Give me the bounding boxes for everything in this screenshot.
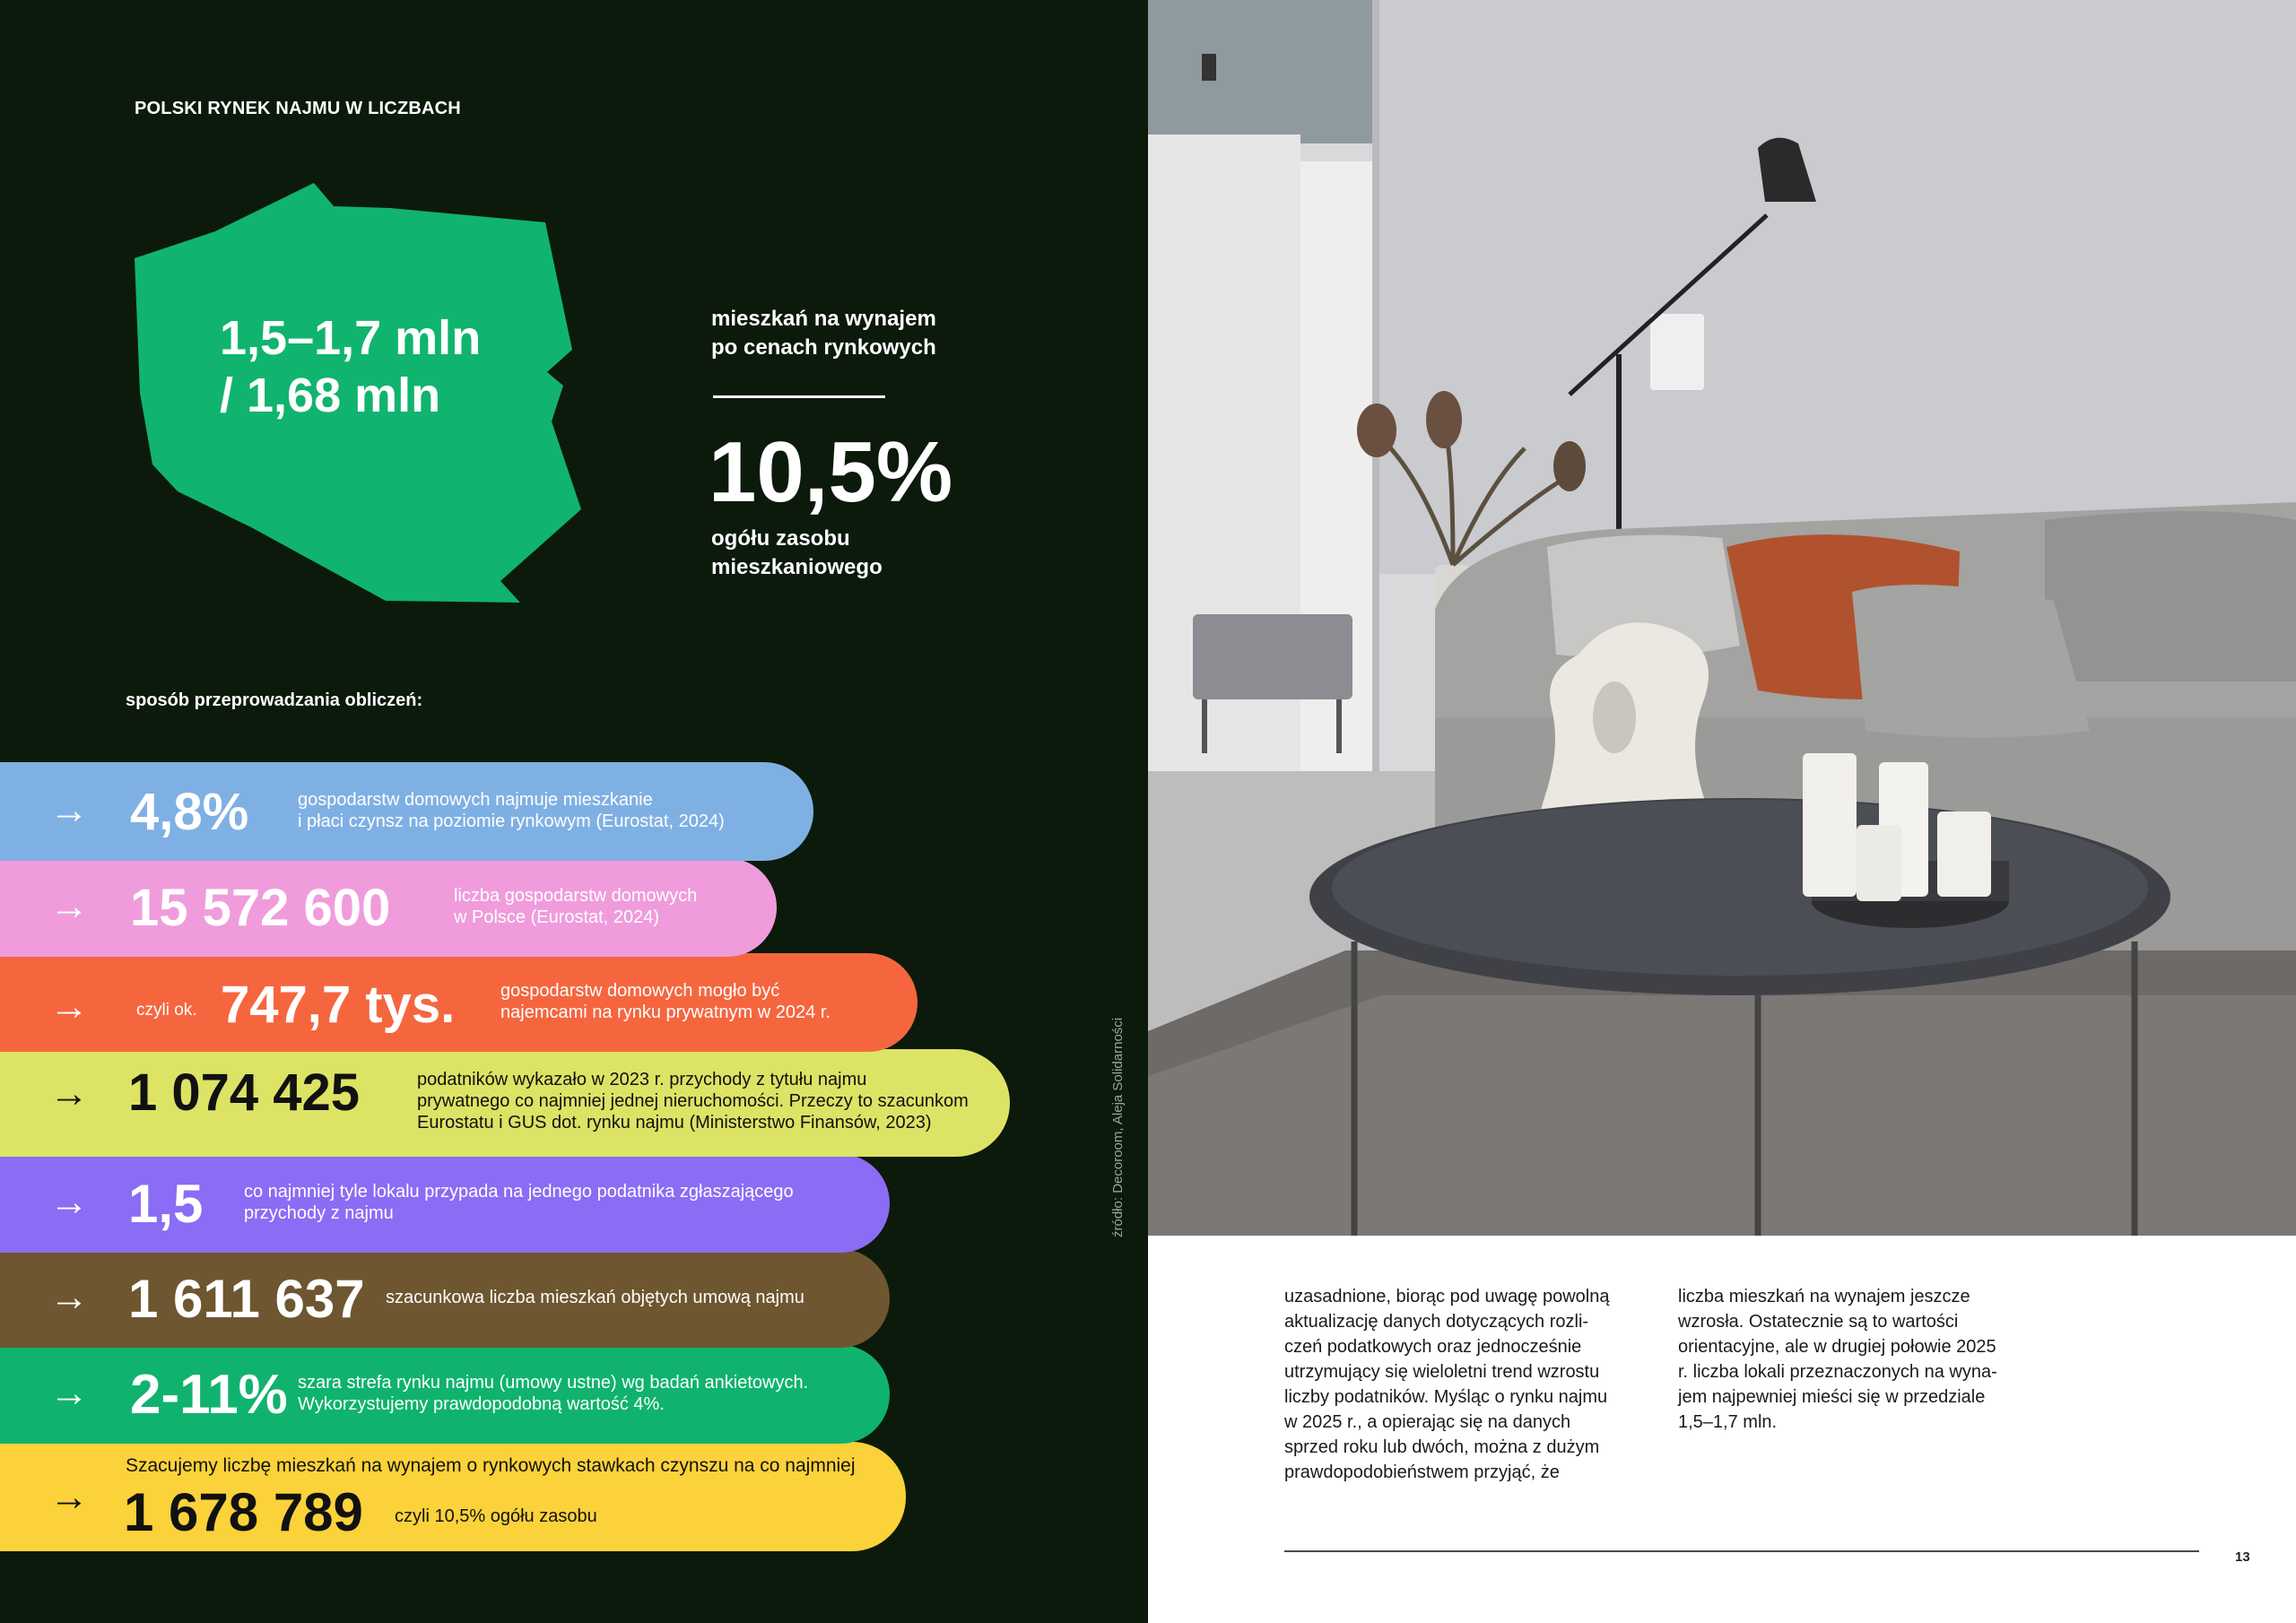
band-text-line: przychody z najmu [244,1203,394,1223]
band-text-line: Wykorzystujemy prawdopodobną wartość 4%. [298,1394,665,1414]
arrow-icon: → [49,1072,89,1115]
band-text-line: prywatnego co najmniej jednej nieruchomości. Przeczy to szacunkom [417,1091,969,1111]
map-value [220,309,481,424]
band-text-line: Eurostatu i GUS dot. rynku najmu (Ministerstwo Finansów, 2023) [417,1113,932,1133]
stat-band-7 [0,1345,890,1444]
band-value: 1 678 789 [124,1482,363,1542]
stock-description-line1: ogółu zasobu [711,526,850,551]
band-value: 1 074 425 [128,1063,361,1122]
rental-description [711,305,980,362]
right-page [1148,0,2296,1623]
arrow-icon: → [49,1371,89,1415]
map-value-line1: 1,5–1,7 mln [220,311,482,365]
band-text-line: i płaci czynsz na poziomie rynkowym (Eurostat, 2024) [298,812,725,831]
band-text [454,885,697,928]
band-text [298,789,725,832]
band-value: 2-11% [130,1364,288,1426]
band-text-line: gospodarstw domowych mogło być [500,981,780,1001]
band-prefix: czyli ok. [136,1001,197,1020]
big-percent: 10,5% [709,424,953,520]
body-line: uzasadnione, biorąc pod uwagę powolną [1284,1287,1610,1306]
arrow-icon: → [49,985,89,1028]
stat-band-8 [0,1442,906,1551]
photo-source-credit: źródło: Decoroom, Aleja Solidarności [1110,1017,1126,1237]
stat-band-5 [0,1154,890,1253]
body-line: 1,5–1,7 mln. [1678,1412,1778,1432]
body-line: prawdopodobieństwem przyjąć, że [1284,1462,1560,1482]
band-text [298,1372,808,1415]
band-text-line: szara strefa rynku najmu (umowy ustne) wg badań ankietowych. [298,1373,809,1393]
band-text-line: w Polsce (Eurostat, 2024) [454,907,659,927]
band-value: 747,7 tys. [221,976,456,1034]
body-line: liczby podatników. Myśląc o rynku najmu [1284,1387,1608,1407]
stat-band-3 [0,953,918,1052]
body-line: jem najpewniej mieści się w przedziale [1678,1387,1986,1407]
living-room-photo [1148,0,2296,1236]
body-line: czeń podatkowych oraz jednocześnie [1284,1337,1582,1357]
stat-band-6 [0,1249,890,1348]
band-value: 1,5 [128,1174,204,1234]
band-text-line: co najmniej tyle lokalu przypada na jednego podatnika zgłaszającego [244,1182,794,1202]
body-line: sprzed roku lub dwóch, można z dużym [1284,1437,1600,1457]
body-line: wzrosła. Ostatecznie są to wartości [1678,1312,1959,1332]
body-line: utrzymujący się wieloletni trend wzrostu [1284,1362,1600,1382]
map-value-line2: / 1,68 mln [220,369,441,422]
arrow-icon: → [49,884,89,928]
band-text: szacunkowa liczba mieszkań objętych umową najmu [386,1288,804,1307]
body-column-2 [1678,1284,1997,1435]
rental-description-line2: po cenach rynkowych [711,335,936,360]
arrow-icon: → [49,1475,89,1519]
page-number: 13 [2235,1549,2250,1565]
band-value: 4,8% [130,783,249,841]
band-value: 1 611 637 [128,1269,365,1329]
band-text-line: gospodarstw domowych najmuje mieszkanie [298,790,653,810]
stat-band-1 [0,762,813,861]
band-text-line: liczba gospodarstw domowych [454,886,698,906]
body-line: orientacyjne, ale w drugiej połowie 2025 [1678,1337,1996,1357]
arrow-icon: → [49,1180,89,1224]
arrow-icon: → [49,788,89,832]
band-text-line: podatników wykazało w 2023 r. przychody z tytułu najmu [417,1070,867,1089]
section-title: POLSKI RYNEK NAJMU W LICZBACH [135,99,461,118]
band-text-top: Szacujemy liczbę mieszkań na wynajem o rynkowych stawkach czynszu na co najmniej [126,1455,856,1476]
body-line: liczba mieszkań na wynajem jeszcze [1678,1287,1970,1306]
stock-description-line2: mieszkaniowego [711,555,883,579]
body-line: aktualizację danych dotyczących rozli- [1284,1312,1589,1332]
footer-rule [1284,1550,2199,1552]
band-text [417,1069,969,1133]
band-value: 15 572 600 [130,879,391,937]
stat-band-4 [0,1049,1010,1157]
band-text [244,1181,794,1224]
calculation-label: sposób przeprowadzania obliczeń: [126,690,423,710]
body-column-1 [1284,1284,1610,1485]
divider [713,395,885,398]
stock-description [711,525,980,582]
body-line: w 2025 r., a opierając się na danych [1284,1412,1571,1432]
stat-band-2 [0,858,777,957]
band-text [500,980,831,1023]
band-text-line: najemcami na rynku prywatnym w 2024 r. [500,1002,831,1022]
band-text-suffix: czyli 10,5% ogółu zasobu [395,1506,597,1526]
body-line: r. liczba lokali przeznaczonych na wyna- [1678,1362,1997,1382]
arrow-icon: → [49,1275,89,1319]
rental-description-line1: mieszkań na wynajem [711,307,936,331]
